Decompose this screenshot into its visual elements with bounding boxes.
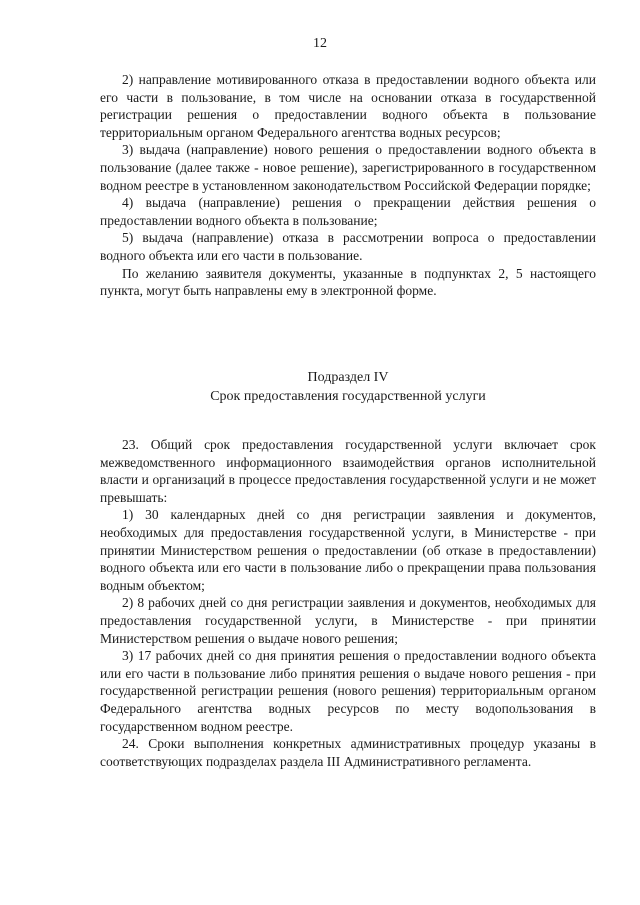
result-list (100, 71, 596, 300)
page-number: 12 (313, 36, 327, 51)
paragraph-term-2: 2) 8 рабочих дней со дня регистрации заявления и документов, необходимых для предоставления государственной услуги, в Министерстве - при принятии Министерством решения о выдаче нового решения; (100, 595, 596, 646)
paragraph-term-3: 3) 17 рабочих дней со дня принятия решения о предоставлении водного объекта или его части в пользование либо принятия решения о выдаче нового решения - при государственной регистрации решения (нового решения) территориальным органом Федерального агентства водных ресурсов по месту водопользования в государственном водном реестре. (100, 648, 596, 734)
term-section (100, 436, 596, 770)
paragraph-24: 24. Сроки выполнения конкретных административных процедур указаны в соответствующих подразделах раздела III Административного регламента. (100, 736, 596, 769)
paragraph-electronic-form: По желанию заявителя документы, указанные в подпунктах 2, 5 настоящего пункта, могут быть направлены ему в электронной форме. (100, 265, 596, 299)
paragraph-item-5: 5) выдача (направление) отказа в рассмотрении вопроса о предоставлении водного объекта или его части в пользование. (100, 230, 596, 263)
section-heading (100, 368, 596, 406)
subsection-title: Срок предоставления государственной услуги (210, 389, 486, 404)
subsection-label: Подраздел IV (307, 370, 389, 385)
paragraph-item-4: 4) выдача (направление) решения о прекращении действия решения о предоставлении водного объекта в пользование; (100, 195, 596, 228)
paragraph-item-3: 3) выдача (направление) нового решения о предоставлении водного объекта в пользование (далее также - новое решение), зарегистрированного в государственном водном реестре в установленном законодательством Российской Федерации порядке; (100, 142, 596, 193)
paragraph-term-1: 1) 30 календарных дней со дня регистрации заявления и документов, необходимых для предоставления государственной услуги, в Министерстве - при принятии Министерством решения о предоставлении (об отказе в предоставлении) водного объекта или его части в пользование либо о прекращении права пользования водным объектом; (100, 507, 596, 593)
paragraph-item-2: 2) направление мотивированного отказа в предоставлении водного объекта или его части в пользование, в том числе на основании отказа в государственной регистрации решения о предоставлении водного объекта в пользование территориальным органом Федерального агентства водных ресурсов; (100, 72, 596, 140)
paragraph-23: 23. Общий срок предоставления государственной услуги включает срок межведомственного информационного взаимодействия органов исполнительной власти и организаций в процессе предоставления государственной услуги и не может превышать: (100, 437, 596, 505)
